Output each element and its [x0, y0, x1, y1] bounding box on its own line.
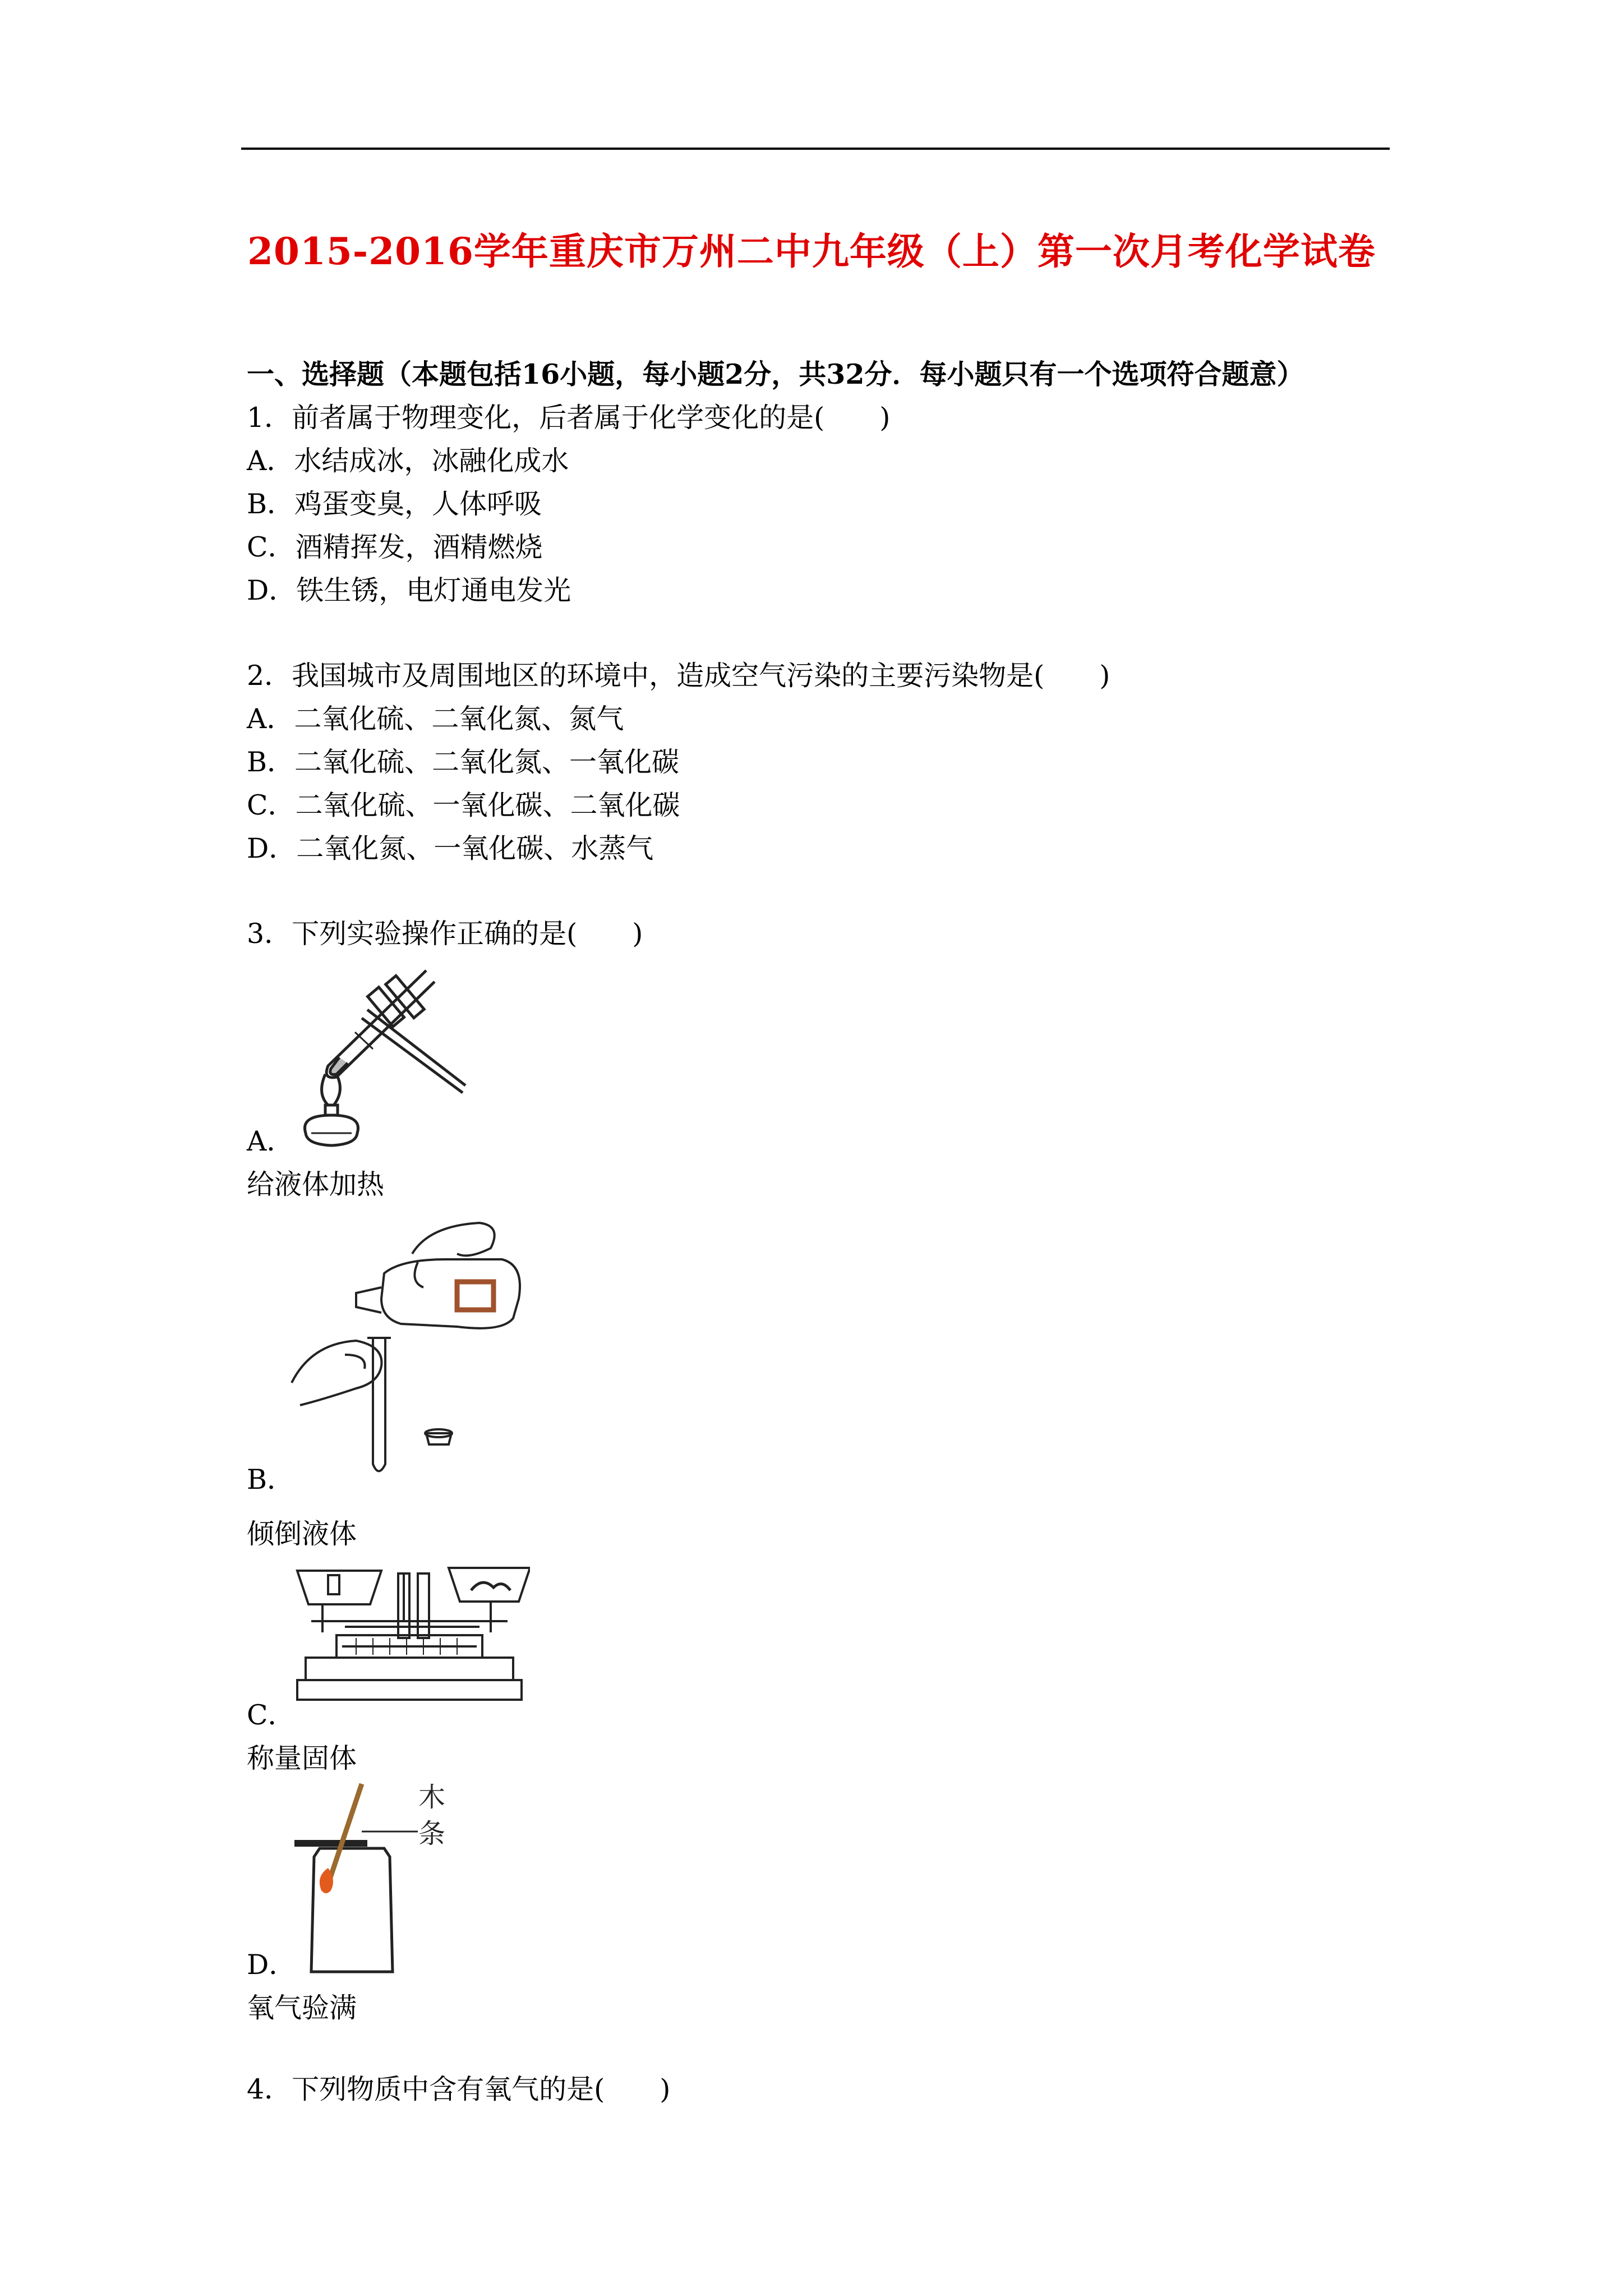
heating-liquid-figure — [283, 965, 485, 1156]
question-1-option-b: B．鸡蛋变臭，人体呼吸 — [247, 488, 542, 520]
figure-d-label-bottom: 条 — [418, 1818, 446, 1849]
question-1-option-c: C．酒精挥发，酒精燃烧 — [247, 531, 543, 563]
question-3-option-d-letter: D． — [247, 1949, 297, 1981]
question-2-option-b: B．二氧化硫、二氧化氮、一氧化碳 — [247, 746, 680, 778]
question-2-option-a: A．二氧化硫、二氧化氮、氮气 — [247, 703, 624, 735]
question-2-option-c: C．二氧化硫、一氧化碳、二氧化碳 — [247, 789, 680, 821]
question-2-stem: 2．我国城市及周围地区的环境中，造成空气污染的主要污染物是( ) — [247, 660, 1110, 692]
question-3-option-a-letter: A． — [247, 1125, 294, 1157]
figure-d-label-top: 木 — [418, 1782, 446, 1813]
question-3-option-c-caption: 称量固体 — [247, 1742, 357, 1774]
header-rule — [241, 148, 1390, 150]
balance-figure — [289, 1565, 530, 1717]
page-title: 2015-2016学年重庆市万州二中九年级（上）第一次月考化学试卷 — [247, 229, 1376, 273]
question-1-option-d: D．铁生锈，电灯通电发光 — [247, 574, 571, 606]
question-1-option-a: A．水结成冰，冰融化成水 — [247, 445, 569, 477]
question-3-option-d-caption: 氧气验满 — [247, 1992, 357, 2024]
question-2-option-d: D．二氧化氮、一氧化碳、水蒸气 — [247, 832, 654, 864]
question-4-stem: 4．下列物质中含有氧气的是( ) — [247, 2073, 671, 2105]
question-3-option-b-letter: B． — [247, 1464, 295, 1496]
pouring-liquid-figure — [289, 1220, 536, 1484]
question-3-option-c-letter: C． — [247, 1699, 296, 1731]
section-heading: 一、选择题（本题包括16小题，每小题2分，共32分．每小题只有一个选项符合题意） — [247, 358, 1304, 390]
question-1-stem: 1．前者属于物理变化，后者属于化学变化的是( ) — [247, 402, 891, 434]
oxygen-test-figure — [283, 1775, 451, 1977]
question-3-option-a-caption: 给液体加热 — [247, 1168, 385, 1200]
question-3-option-b-caption: 倾倒液体 — [247, 1518, 357, 1550]
question-3-stem: 3．下列实验操作正确的是( ) — [247, 918, 643, 950]
